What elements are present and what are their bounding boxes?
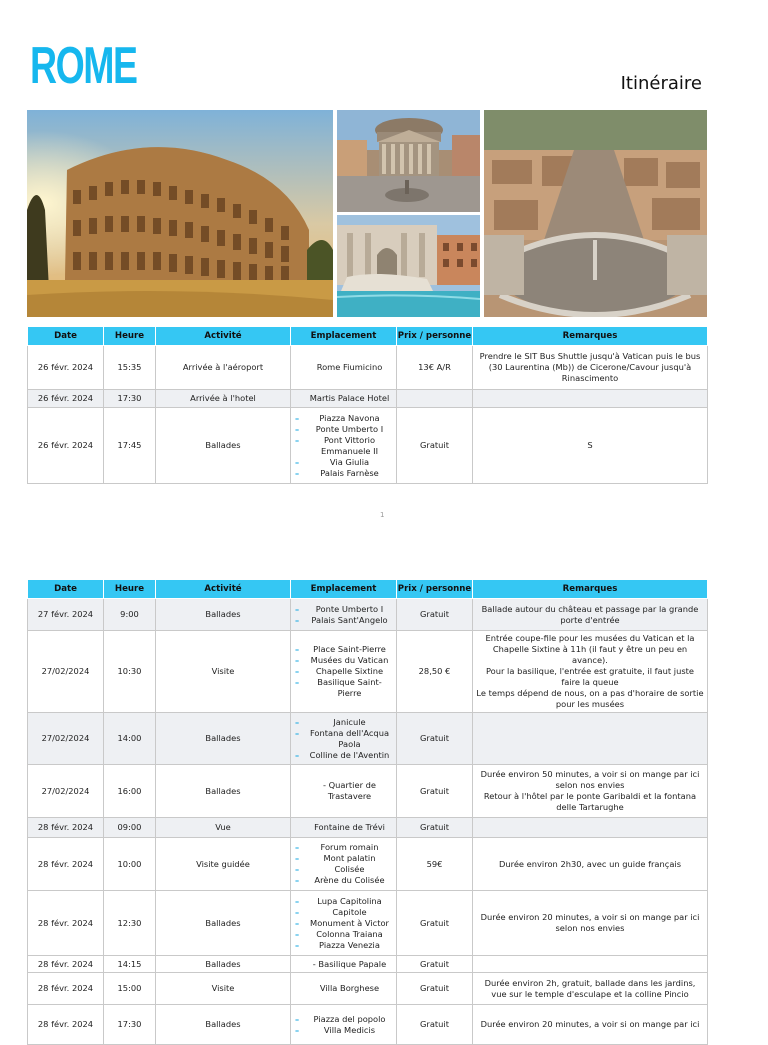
remarks-cell [473, 891, 708, 956]
activity-cell: Ballades [156, 765, 291, 818]
location-item: Villa Borghese [319, 983, 380, 993]
price-cell: Gratuit [397, 408, 473, 484]
table-row [28, 956, 708, 973]
rome-logo: ROME [30, 37, 137, 95]
location-cell [291, 973, 397, 1005]
location-item: – Capitole [294, 907, 393, 918]
column-header: Activité [156, 580, 291, 599]
itinerary-table-2 [27, 579, 708, 1045]
date-cell: 28 févr. 2024 [28, 1005, 104, 1045]
date-cell: 27/02/2024 [28, 631, 104, 713]
activity-cell: Arrivée à l'hotel [156, 390, 291, 408]
activity-cell: Ballades [156, 1005, 291, 1045]
date-cell: 26 févr. 2024 [28, 408, 104, 484]
column-header: Date [28, 580, 104, 599]
location-cell [291, 408, 397, 484]
location-item: – Pont Vittorio Emmanuele II [294, 435, 393, 457]
remark-line: Durée environ 20 minutes, a voir si on mange par ici [480, 1019, 700, 1029]
location-list [294, 1014, 393, 1036]
hour-cell: 09:00 [104, 818, 156, 838]
date-cell: 28 févr. 2024 [28, 838, 104, 891]
location-item: Rome Fiumicino [316, 362, 383, 372]
column-header: Date [28, 327, 104, 346]
price-cell [397, 390, 473, 408]
pantheon-photo [337, 110, 480, 212]
remarks-cell [473, 1005, 708, 1045]
price-cell: Gratuit [397, 599, 473, 631]
remarks-cell [473, 599, 708, 631]
document-title: Itinéraire [620, 73, 702, 94]
date-cell: 27 févr. 2024 [28, 599, 104, 631]
location-item: – Musées du Vatican [294, 655, 393, 666]
column-header: Heure [104, 327, 156, 346]
location-cell [291, 838, 397, 891]
location-list [294, 717, 393, 761]
location-list [294, 780, 393, 802]
remark-line: Ballade autour du château et passage par la grande porte d'entrée [481, 603, 699, 625]
hour-cell: 17:30 [104, 390, 156, 408]
location-cell [291, 390, 397, 408]
date-cell: 26 févr. 2024 [28, 346, 104, 390]
location-item: – Colline de l'Aventin [294, 750, 393, 761]
location-item: – Basilique Saint-Pierre [294, 677, 393, 699]
location-cell [291, 713, 397, 765]
column-header: Prix / personne [397, 327, 473, 346]
location-item: – Colisée [294, 864, 393, 875]
price-cell: Gratuit [397, 956, 473, 973]
hour-cell: 9:00 [104, 599, 156, 631]
activity-cell: Ballades [156, 891, 291, 956]
location-list [294, 413, 393, 479]
table-header [28, 580, 708, 599]
location-list [294, 842, 393, 886]
remark-line: Pour la basilique, l'entrée est gratuite, il faut juste faire la queue [485, 666, 695, 687]
activity-cell: Visite [156, 631, 291, 713]
table-row [28, 765, 708, 818]
price-cell: 59€ [397, 838, 473, 891]
location-item: – Palais Farnèse [294, 468, 393, 479]
hour-cell: 17:45 [104, 408, 156, 484]
activity-cell: Vue [156, 818, 291, 838]
date-cell: 28 févr. 2024 [28, 956, 104, 973]
date-cell: 26 févr. 2024 [28, 390, 104, 408]
activity-cell: Ballades [156, 599, 291, 631]
location-item: – Place Saint-Pierre [294, 644, 393, 655]
remark-line: Durée environ 2h, gratuit, ballade dans les jardins, vue sur le temple d'esculape et la colline Pincio [484, 977, 696, 999]
table-row [28, 838, 708, 891]
location-cell [291, 956, 397, 973]
photo-collage [27, 110, 707, 317]
activity-cell: Visite [156, 973, 291, 1005]
column-header: Remarques [473, 580, 708, 599]
hour-cell: 10:00 [104, 838, 156, 891]
trevi-photo [337, 215, 480, 317]
location-cell [291, 891, 397, 956]
date-cell: 28 févr. 2024 [28, 818, 104, 838]
column-header: Remarques [473, 327, 708, 346]
remarks-cell [473, 713, 708, 765]
remarks-cell [473, 765, 708, 818]
remarks-cell [473, 408, 708, 484]
column-header: Emplacement [291, 327, 397, 346]
price-cell: Gratuit [397, 1005, 473, 1045]
activity-cell: Ballades [156, 408, 291, 484]
remark-line: Durée environ 2h30, avec un guide français [498, 858, 682, 869]
table-row [28, 408, 708, 484]
table-row [28, 713, 708, 765]
location-list [294, 959, 393, 970]
price-cell: Gratuit [397, 713, 473, 765]
remarks-cell [473, 818, 708, 838]
location-item: – Monument à Victor [294, 918, 393, 929]
hour-cell: 15:35 [104, 346, 156, 390]
remarks-cell [473, 838, 708, 891]
remark-line: Durée environ 50 minutes, a voir si on mange par ici selon nos envies [480, 769, 700, 790]
colosseum-photo [27, 110, 333, 317]
column-header: Heure [104, 580, 156, 599]
location-list [294, 896, 393, 951]
location-item: – Forum romain [294, 842, 393, 853]
price-cell: Gratuit [397, 818, 473, 838]
location-item: Martis Palace Hotel [309, 393, 390, 403]
location-cell [291, 818, 397, 838]
price-cell: Gratuit [397, 891, 473, 956]
remark-line: Retour à l'hôtel par le ponte Garibaldi et la fontana delle Tartarughe [483, 791, 697, 812]
location-cell [291, 1005, 397, 1045]
hour-cell: 12:30 [104, 891, 156, 956]
remarks-cell [473, 346, 708, 390]
remarks-cell [473, 956, 708, 973]
location-item: – Fontana dell'Acqua Paola [294, 728, 393, 750]
vatican-photo [484, 110, 707, 317]
location-list [294, 362, 393, 373]
price-cell: 28,50 € [397, 631, 473, 713]
location-cell [291, 765, 397, 818]
date-cell: 28 févr. 2024 [28, 891, 104, 956]
activity-cell: Arrivée à l'aéroport [156, 346, 291, 390]
location-item: – Villa Medicis [294, 1025, 393, 1036]
location-item: – Ponte Umberto I [294, 604, 393, 615]
remarks-cell [473, 631, 708, 713]
location-item: – Ponte Umberto I [294, 424, 393, 435]
date-cell: 28 févr. 2024 [28, 973, 104, 1005]
table-row [28, 599, 708, 631]
hour-cell: 10:30 [104, 631, 156, 713]
location-item: – Arène du Colisée [294, 875, 393, 886]
location-item: – Via Giulia [294, 457, 393, 468]
table-row [28, 346, 708, 390]
table-row [28, 891, 708, 956]
location-item: Fontaine de Trévi [314, 822, 385, 832]
column-header: Activité [156, 327, 291, 346]
page-number: 1 [380, 511, 385, 519]
location-item: – Lupa Capitolina [294, 896, 393, 907]
hour-cell: 17:30 [104, 1005, 156, 1045]
remark-line: Entrée coupe-file pour les musées du Vatican et la Chapelle Sixtine à 11h (il faut y être un peu en avance). [485, 633, 695, 665]
location-list [294, 393, 393, 404]
price-cell: Gratuit [397, 765, 473, 818]
remark-line: Durée environ 20 minutes, a voir si on mange par ici selon nos envies [480, 912, 700, 933]
table-row [28, 1005, 708, 1045]
location-item: – Mont palatin [294, 853, 393, 864]
remark-line: Prendre le SIT Bus Shuttle jusqu'à Vatican puis le bus (30 Laurentina (Mb)) de Cicerone/Cavour jusqu'à Rinascimento [479, 351, 701, 383]
location-item: – Colonna Traiana [294, 929, 393, 940]
location-item: – Piazza del popolo [294, 1014, 393, 1025]
location-list [294, 822, 393, 833]
column-header: Emplacement [291, 580, 397, 599]
location-item: – Janicule [294, 717, 393, 728]
table-row [28, 973, 708, 1005]
location-item: - Basilique Papale [312, 958, 387, 969]
location-list [294, 983, 393, 994]
location-item: – Piazza Venezia [294, 940, 393, 951]
location-cell [291, 631, 397, 713]
table-header [28, 327, 708, 346]
table-row [28, 631, 708, 713]
location-item: - Quartier de Trastavere [323, 780, 376, 801]
remarks-cell [473, 973, 708, 1005]
hour-cell: 15:00 [104, 973, 156, 1005]
location-cell [291, 346, 397, 390]
date-cell: 27/02/2024 [28, 765, 104, 818]
itinerary-table-1 [27, 326, 708, 484]
activity-cell: Ballades [156, 956, 291, 973]
location-item: – Chapelle Sixtine [294, 666, 393, 677]
date-cell: 27/02/2024 [28, 713, 104, 765]
hour-cell: 14:15 [104, 956, 156, 973]
table-row [28, 818, 708, 838]
column-header: Prix / personne [397, 580, 473, 599]
hour-cell: 16:00 [104, 765, 156, 818]
remark-line: Le temps dépend de nous, on a pas d'horaire de sortie pour les musées [476, 688, 704, 709]
remarks-cell [473, 390, 708, 408]
location-item: – Palais Sant'Angelo [294, 615, 393, 626]
location-item: – Piazza Navona [294, 413, 393, 424]
activity-cell: Visite guidée [156, 838, 291, 891]
activity-cell: Ballades [156, 713, 291, 765]
location-list [294, 604, 393, 626]
hour-cell: 14:00 [104, 713, 156, 765]
location-cell [291, 599, 397, 631]
price-cell: 13€ A/R [397, 346, 473, 390]
remark-line: S [587, 440, 593, 450]
location-list [294, 644, 393, 699]
price-cell: Gratuit [397, 973, 473, 1005]
table-row [28, 390, 708, 408]
